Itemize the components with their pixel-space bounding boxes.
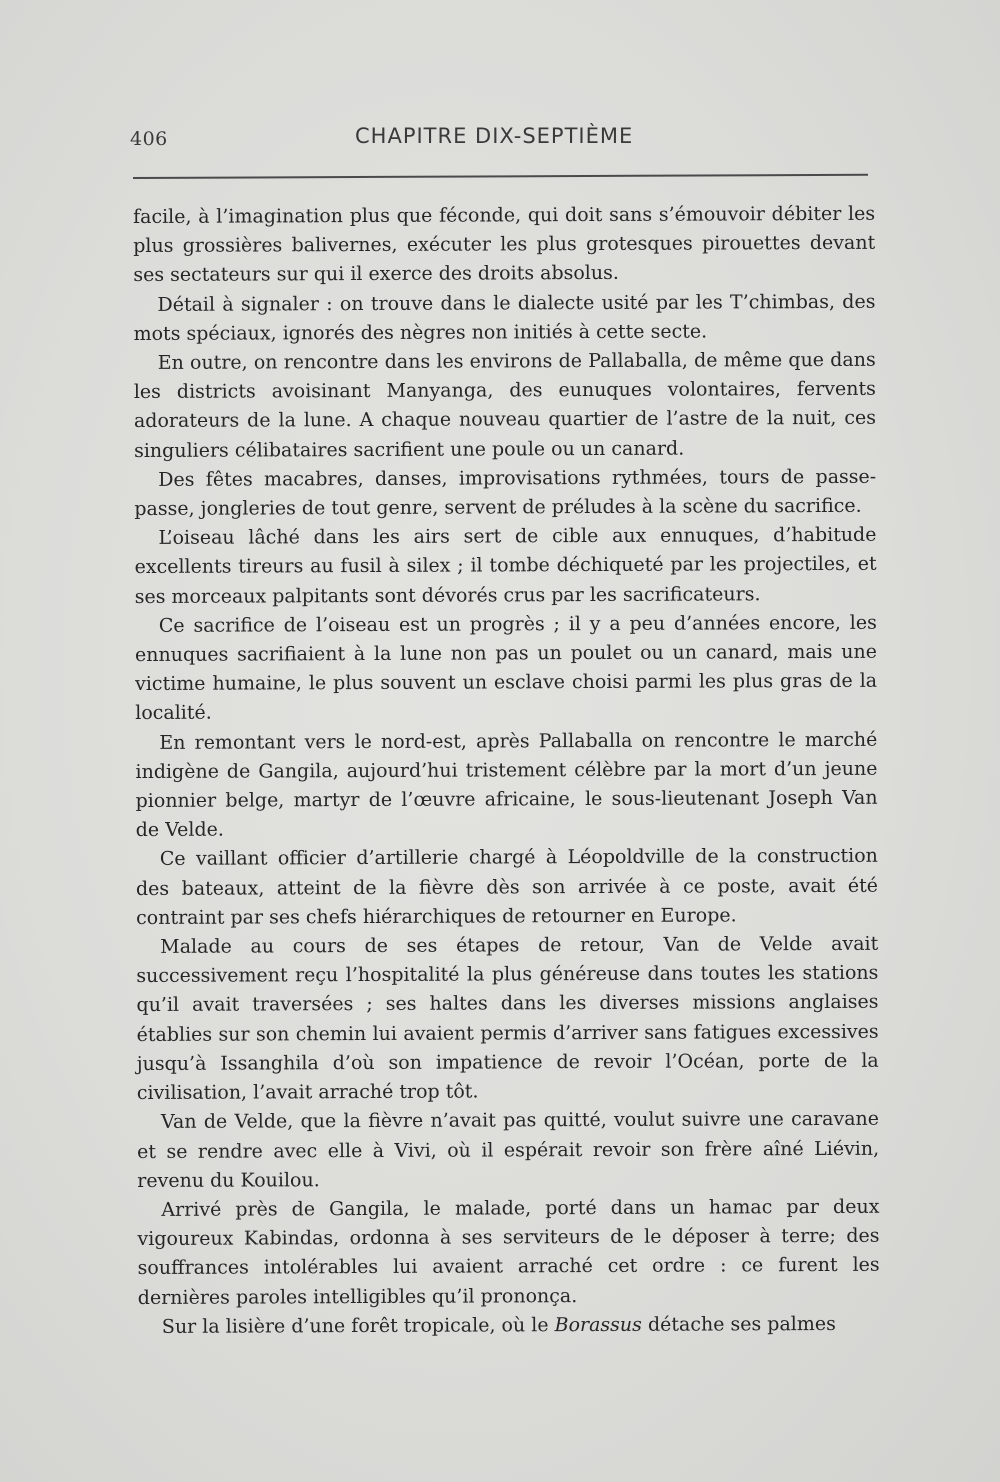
body-text — [133, 200, 880, 1342]
paragraph: Des fêtes macabres, danses, improvisations rythmées, tours de passe-passe, jongleries de tout genre, servent de préludes à la scène du sacrifice. — [134, 465, 877, 521]
italic-term: Borassus — [554, 1313, 642, 1336]
header-rule — [133, 174, 868, 179]
paragraph: Malade au cours de ses étapes de retour, Van de Velde avait successivement reçu l’hospitalité la plus généreuse dans toutes les stations qu’il avait traversées ; ses haltes dans les diverses missions anglaises établies sur son chemin lui avaient permis d’arriver sans fatigues excessives jusqu’à Issanghila d’où son impatience de revoir l’Océan, porte de la civilisation, l’avait arraché trop tôt. — [136, 932, 879, 1105]
paragraph: L’oiseau lâché dans les airs sert de cible aux ennuques, d’habitude excellents tireurs au fusil à silex ; il tombe déchiqueté par les projectiles, et ses morceaux palpitants sont dévorés crus par les sacrificateurs. — [134, 523, 877, 608]
last-paragraph-end: détache ses palmes — [641, 1312, 836, 1336]
last-paragraph — [138, 1309, 880, 1341]
page-number: 406 — [130, 128, 168, 150]
paragraph: Détail à signaler : on trouve dans le dialecte usité par les T’chimbas, des mots spéciaux, ignorés des nègres non initiés à cette secte. — [133, 290, 876, 345]
last-paragraph-start: Sur la lisière d’une forêt tropicale, où le — [161, 1313, 555, 1338]
paragraph: Ce vaillant officier d’artillerie chargé à Léopoldville de la construction des bateaux, atteint de la fièvre dès son arrivée à ce poste, avait été contraint par ses chefs hiérarchiques de retourner en Europe. — [135, 845, 879, 929]
running-head: CHAPITRE DIX-SEPTIÈME — [355, 124, 634, 148]
paragraph: facile, à l’imagination plus que féconde, qui doit sans s’émouvoir débiter les plus grossières balivernes, exécuter les plus grotesques pirouettes devant ses sectateurs sur qui il exerce des droits absolus. — [133, 202, 876, 287]
paragraph: Arrivé près de Gangila, le malade, porté dans un hamac par deux vigoureux Kabindas, ordonna à ses serviteurs de le déposer à terre; des souffrances intolérables lui avaient arraché cet ordre : ce furent les dernières paroles intelligibles qu’il prononça. — [137, 1195, 880, 1309]
paragraph: Ce sacrifice de l’oiseau est un progrès ; il y a peu d’années encore, les ennuques sacrifiaient à la lune non pas un poulet ou un canard, mais une victime humaine, le plus souvent un esclave choisi parmi les plus gras de la localité. — [134, 611, 878, 725]
paragraph: En outre, on rencontre dans les environs de Pallaballa, de même que dans les districts avoisinant Manyanga, des eunuques volontaires, fervents adorateurs de la lune. A chaque nouveau quartier de l’astre de la nuit, ces singuliers célibataires sacrifient une poule ou un canard. — [133, 348, 876, 462]
paragraph: Van de Velde, que la fièvre n’avait pas quitté, voulut suivre une caravane et se rendre avec elle à Vivi, où il espérait revoir son frère aîné Liévin, revenu du Kouilou. — [137, 1108, 880, 1192]
paragraph: En remontant vers le nord-est, après Pallaballa on rencontre le marché indigène de Gangila, aujourd’hui tristement célèbre par la mort d’un jeune pionnier belge, martyr de l’œuvre africaine, le sous-lieutenant Joseph Van de Velde. — [135, 728, 878, 842]
